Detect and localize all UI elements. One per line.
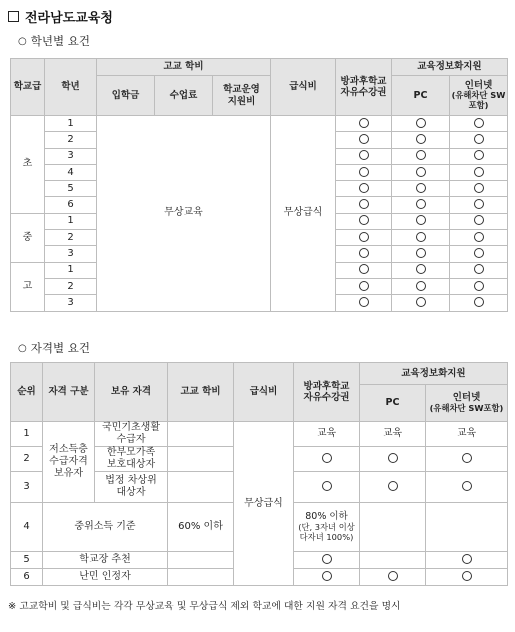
fee-cell-empty <box>168 552 234 569</box>
header-meal: 급식비 <box>234 363 294 422</box>
afterschool-cell <box>336 262 392 278</box>
internet-cell <box>450 278 508 294</box>
fee-cell-empty <box>168 422 234 447</box>
footnote: ※ 고교학비 및 급식비는 각각 무상교육 및 무상급식 제외 학교에 대한 지원 자격 요건을 명시 <box>8 601 401 612</box>
circle-mark-icon <box>474 215 484 225</box>
holder-qual-cell: 한부모가족 보호대상자 <box>95 447 168 472</box>
pc-cell-empty <box>360 503 426 552</box>
header-afterschool: 방과후학교 자유수강권 <box>294 363 360 422</box>
circle-mark-icon <box>416 264 426 274</box>
header-meal: 급식비 <box>271 59 336 116</box>
header-grade: 학년 <box>45 59 97 116</box>
grade-requirements-table <box>10 58 508 312</box>
table-row <box>11 116 508 132</box>
fee-cell-empty <box>168 447 234 472</box>
header-school-level: 학교급 <box>11 59 45 116</box>
circle-mark-icon <box>416 150 426 160</box>
circle-mark-icon <box>359 199 369 209</box>
header-internet: 인터넷 (유해차단 SW포함) <box>426 385 508 422</box>
circle-mark-icon <box>474 134 484 144</box>
circle-mark-icon <box>388 481 398 491</box>
rank-cell: 3 <box>11 472 43 503</box>
afterschool-cell <box>336 246 392 262</box>
qualification-requirements-table <box>10 362 508 586</box>
circle-mark-icon <box>359 167 369 177</box>
grade-cell: 4 <box>45 164 97 180</box>
internet-cell <box>426 472 508 503</box>
afterschool-cell <box>336 278 392 294</box>
circle-mark-icon <box>359 215 369 225</box>
internet-cell <box>426 569 508 586</box>
circle-mark-icon <box>416 167 426 177</box>
afterschool-cell <box>336 213 392 229</box>
afterschool-cell <box>336 181 392 197</box>
free-meal-cell: 무상급식 <box>271 116 336 312</box>
circle-mark-icon <box>416 248 426 258</box>
grade-cell: 3 <box>45 246 97 262</box>
section1-heading: ○ 학년별 요건 <box>18 34 90 48</box>
circle-mark-icon <box>359 264 369 274</box>
rank-cell: 1 <box>11 422 43 447</box>
header-rank: 순위 <box>11 363 43 422</box>
afterschool-cell <box>294 552 360 569</box>
grade-cell: 2 <box>45 278 97 294</box>
circle-mark-icon <box>416 297 426 307</box>
grade-cell: 5 <box>45 181 97 197</box>
circle-mark-icon <box>416 199 426 209</box>
internet-cell <box>450 262 508 278</box>
internet-cell <box>450 164 508 180</box>
internet-cell <box>450 230 508 246</box>
circle-bullet-icon: ○ <box>18 35 27 47</box>
internet-cell <box>450 116 508 132</box>
header-admission: 입학금 <box>97 76 155 116</box>
pc-cell <box>392 116 450 132</box>
rank-cell: 5 <box>11 552 43 569</box>
circle-mark-icon <box>359 281 369 291</box>
qual-cell: 학교장 추천 <box>43 552 168 569</box>
internet-cell <box>450 148 508 164</box>
checkbox-square-icon <box>8 11 19 22</box>
circle-mark-icon <box>416 118 426 128</box>
fee-cell: 60% 이하 <box>168 503 234 552</box>
grade-cell: 1 <box>45 262 97 278</box>
pc-cell: 교육 <box>360 422 426 447</box>
grade-cell: 3 <box>45 295 97 311</box>
internet-cell <box>426 552 508 569</box>
header-info-support: 교육정보화지원 <box>392 59 508 76</box>
circle-mark-icon <box>388 453 398 463</box>
afterschool-cell <box>336 132 392 148</box>
circle-mark-icon <box>359 248 369 258</box>
pc-cell <box>392 164 450 180</box>
afterschool-cell <box>294 472 360 503</box>
school-level-cell: 초 <box>11 116 45 214</box>
internet-cell <box>426 447 508 472</box>
circle-mark-icon <box>474 118 484 128</box>
circle-mark-icon <box>416 281 426 291</box>
holder-qual-cell: 국민기초생활 수급자 <box>95 422 168 447</box>
rank-cell: 6 <box>11 569 43 586</box>
internet-cell <box>450 132 508 148</box>
fee-cell-empty <box>168 472 234 503</box>
pc-cell <box>392 213 450 229</box>
afterschool-note: (단, 3자녀 이상 다자녀 100%) <box>298 521 355 542</box>
circle-mark-icon <box>474 167 484 177</box>
pc-cell <box>392 197 450 213</box>
circle-mark-icon <box>359 118 369 128</box>
internet-cell <box>450 197 508 213</box>
internet-cell <box>450 295 508 311</box>
section2-heading: ○ 자격별 요건 <box>18 341 90 355</box>
circle-mark-icon <box>474 264 484 274</box>
header-operation: 학교운영 지원비 <box>213 76 271 116</box>
grade-cell: 1 <box>45 116 97 132</box>
grade-cell: 1 <box>45 213 97 229</box>
qual-cell: 중위소득 기준 <box>43 503 168 552</box>
grade-cell: 2 <box>45 230 97 246</box>
afterschool-cell: 교육 <box>294 422 360 447</box>
afterschool-cell <box>336 230 392 246</box>
internet-cell <box>450 181 508 197</box>
grade-cell: 2 <box>45 132 97 148</box>
page-title-text: 전라남도교육청 <box>25 10 113 26</box>
circle-mark-icon <box>462 453 472 463</box>
internet-cell <box>450 213 508 229</box>
pc-cell <box>360 569 426 586</box>
circle-mark-icon <box>359 232 369 242</box>
circle-mark-icon <box>474 150 484 160</box>
free-education-cell: 무상교육 <box>97 116 271 312</box>
rank-cell: 2 <box>11 447 43 472</box>
internet-cell: 교육 <box>426 422 508 447</box>
afterschool-cell <box>336 148 392 164</box>
circle-mark-icon <box>474 281 484 291</box>
circle-mark-icon <box>416 183 426 193</box>
circle-mark-icon <box>462 554 472 564</box>
header-pc: PC <box>360 385 426 422</box>
header-info-support: 교육정보화지원 <box>360 363 508 385</box>
circle-mark-icon <box>322 453 332 463</box>
header-afterschool: 방과후학교 자유수강권 <box>336 59 392 116</box>
circle-mark-icon <box>474 297 484 307</box>
low-income-group-cell: 저소득층 수급자격 보유자 <box>43 422 95 503</box>
afterschool-cell <box>294 569 360 586</box>
grade-cell: 3 <box>45 148 97 164</box>
pc-cell <box>392 132 450 148</box>
circle-mark-icon <box>474 248 484 258</box>
afterschool-cell <box>336 116 392 132</box>
circle-mark-icon <box>474 232 484 242</box>
afterschool-cell <box>294 447 360 472</box>
pc-cell <box>360 472 426 503</box>
fee-cell-empty <box>168 569 234 586</box>
circle-bullet-icon: ○ <box>18 342 27 354</box>
circle-mark-icon <box>322 554 332 564</box>
afterschool-main: 80% 이하 <box>305 511 348 523</box>
header-holder-qual: 보유 자격 <box>95 363 168 422</box>
afterschool-cell <box>336 164 392 180</box>
pc-cell <box>392 148 450 164</box>
circle-mark-icon <box>462 571 472 581</box>
circle-mark-icon <box>322 481 332 491</box>
header-high-school-fee: 고교 학비 <box>168 363 234 422</box>
circle-mark-icon <box>462 481 472 491</box>
holder-qual-cell: 법정 차상위 대상자 <box>95 472 168 503</box>
afterschool-cell <box>336 295 392 311</box>
pc-cell <box>392 181 450 197</box>
pc-cell <box>392 295 450 311</box>
rank-cell: 4 <box>11 503 43 552</box>
pc-cell <box>360 447 426 472</box>
school-level-cell: 고 <box>11 262 45 311</box>
header-internet: 인터넷 (유해차단 SW포함) <box>450 76 508 116</box>
circle-mark-icon <box>474 199 484 209</box>
circle-mark-icon <box>359 150 369 160</box>
free-meal-cell: 무상급식 <box>234 422 294 586</box>
table-row <box>11 422 508 447</box>
circle-mark-icon <box>416 232 426 242</box>
circle-mark-icon <box>322 571 332 581</box>
circle-mark-icon <box>359 183 369 193</box>
header-high-school-fee: 고교 학비 <box>97 59 271 76</box>
circle-mark-icon <box>359 134 369 144</box>
qual-cell: 난민 인정자 <box>43 569 168 586</box>
pc-cell-empty <box>360 552 426 569</box>
circle-mark-icon <box>359 297 369 307</box>
internet-cell-empty <box>426 503 508 552</box>
pc-cell <box>392 262 450 278</box>
circle-mark-icon <box>416 134 426 144</box>
header-tuition: 수업료 <box>155 76 213 116</box>
circle-mark-icon <box>388 571 398 581</box>
pc-cell <box>392 246 450 262</box>
internet-cell <box>450 246 508 262</box>
school-level-cell: 중 <box>11 213 45 262</box>
circle-mark-icon <box>416 215 426 225</box>
afterschool-cell <box>336 197 392 213</box>
grade-cell: 6 <box>45 197 97 213</box>
circle-mark-icon <box>474 183 484 193</box>
pc-cell <box>392 230 450 246</box>
pc-cell <box>392 278 450 294</box>
page-title <box>8 5 113 27</box>
header-pc: PC <box>392 76 450 116</box>
afterschool-cell <box>294 503 360 552</box>
header-qual-type: 자격 구분 <box>43 363 95 422</box>
